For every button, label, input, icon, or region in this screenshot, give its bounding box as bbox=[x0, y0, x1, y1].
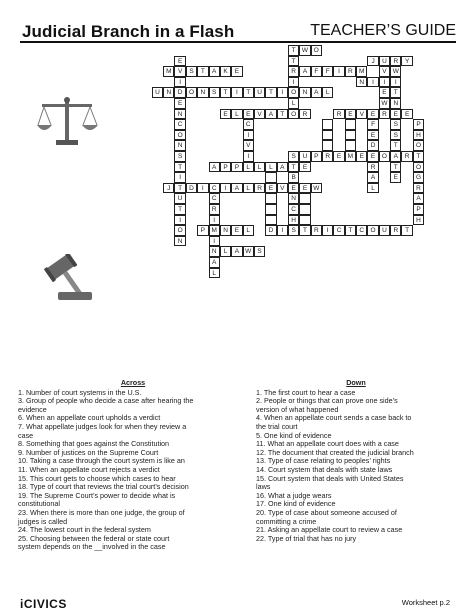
across-clue: case bbox=[18, 430, 34, 440]
crossword-cell[interactable]: A bbox=[231, 246, 242, 257]
crossword-cell[interactable]: T bbox=[265, 87, 276, 98]
page-label: Worksheet p.2 bbox=[401, 598, 450, 607]
crossword-cell[interactable]: E bbox=[231, 66, 242, 77]
crossword-cell[interactable]: S bbox=[186, 66, 197, 77]
crossword-cell[interactable]: I bbox=[277, 225, 288, 236]
crossword-cell[interactable]: W bbox=[379, 98, 390, 109]
down-clues bbox=[256, 379, 456, 543]
crossword-cell[interactable] bbox=[265, 193, 276, 204]
crossword-cell[interactable]: R bbox=[413, 183, 424, 194]
crossword-cell[interactable]: O bbox=[186, 87, 197, 98]
down-clue: 16. What a judge wears bbox=[256, 490, 332, 500]
crossword-cell[interactable]: E bbox=[243, 109, 254, 120]
crossword-cell[interactable] bbox=[345, 119, 356, 130]
across-clue: constitutional bbox=[18, 499, 60, 509]
crossword-cell[interactable]: V bbox=[356, 109, 367, 120]
crossword-cell[interactable]: I bbox=[197, 183, 208, 194]
across-clue: 19. The Supreme Court’s power to decide what is bbox=[18, 490, 176, 500]
crossword-cell[interactable]: R bbox=[333, 109, 344, 120]
across-clue: system depends on the __involved in the case bbox=[18, 542, 166, 552]
crossword-cell[interactable]: A bbox=[413, 193, 424, 204]
crossword-cell[interactable]: T bbox=[174, 204, 185, 215]
crossword-cell[interactable] bbox=[322, 130, 333, 141]
crossword-cell[interactable]: T bbox=[345, 225, 356, 236]
icivics-logo: iCIVICS bbox=[20, 597, 67, 611]
crossword-cell[interactable]: L bbox=[322, 87, 333, 98]
crossword-cell[interactable]: T bbox=[174, 183, 185, 194]
gavel-icon bbox=[32, 254, 94, 302]
crossword-cell[interactable]: E bbox=[390, 172, 401, 183]
crossword-cell[interactable]: I bbox=[231, 87, 242, 98]
crossword-cell[interactable]: D bbox=[367, 140, 378, 151]
crossword-cell[interactable]: U bbox=[152, 87, 163, 98]
crossword-cell[interactable] bbox=[345, 140, 356, 151]
crossword-cell[interactable]: C bbox=[209, 183, 220, 194]
crossword-cell[interactable]: E bbox=[379, 87, 390, 98]
across-clue: judges is called bbox=[18, 516, 68, 526]
crossword-cell[interactable]: U bbox=[379, 56, 390, 67]
crossword-cell[interactable]: I bbox=[174, 172, 185, 183]
crossword-cell[interactable]: R bbox=[299, 109, 310, 120]
crossword-cell[interactable]: I bbox=[209, 236, 220, 247]
crossword-cell[interactable]: A bbox=[209, 162, 220, 173]
crossword-cell[interactable] bbox=[345, 130, 356, 141]
crossword-cell[interactable]: A bbox=[299, 66, 310, 77]
down-clue: 4. When an appellate court sends a case back to bbox=[256, 413, 412, 423]
crossword-cell[interactable]: D bbox=[174, 87, 185, 98]
crossword-cell[interactable]: I bbox=[220, 183, 231, 194]
crossword-cell[interactable]: I bbox=[209, 215, 220, 226]
down-clue: 12. The document that created the judicial branch bbox=[256, 447, 414, 457]
crossword-cell[interactable]: A bbox=[231, 183, 242, 194]
crossword-cell[interactable]: A bbox=[277, 162, 288, 173]
crossword-cell[interactable]: L bbox=[243, 162, 254, 173]
crossword-cell[interactable]: S bbox=[254, 246, 265, 257]
crossword-cell[interactable]: I bbox=[243, 151, 254, 162]
crossword-cell[interactable]: L bbox=[367, 183, 378, 194]
across-clue: 6. When an appellate court upholds a verdict bbox=[18, 413, 161, 423]
crossword-cell[interactable]: P bbox=[413, 119, 424, 130]
across-clue: 11. When an appellate court rejects a verdict bbox=[18, 464, 160, 474]
across-clue: evidence bbox=[18, 404, 47, 414]
crossword-cell[interactable]: N bbox=[288, 193, 299, 204]
crossword-cell[interactable]: V bbox=[174, 66, 185, 77]
crossword-cell[interactable]: T bbox=[288, 45, 299, 56]
crossword-cell[interactable]: I bbox=[288, 77, 299, 88]
crossword-cell[interactable]: E bbox=[265, 183, 276, 194]
crossword-cell[interactable]: N bbox=[220, 225, 231, 236]
crossword-cell[interactable]: E bbox=[299, 183, 310, 194]
crossword-cell[interactable]: W bbox=[243, 246, 254, 257]
crossword-cell[interactable]: R bbox=[254, 183, 265, 194]
crossword-cell[interactable]: D bbox=[265, 225, 276, 236]
crossword-cell[interactable]: R bbox=[367, 162, 378, 173]
down-clue: version of what happened bbox=[256, 404, 339, 414]
crossword-cell[interactable]: E bbox=[333, 151, 344, 162]
crossword-cell[interactable]: M bbox=[209, 225, 220, 236]
crossword-cell[interactable]: T bbox=[220, 87, 231, 98]
crossword-cell[interactable] bbox=[322, 119, 333, 130]
crossword-cell[interactable]: R bbox=[288, 66, 299, 77]
crossword-cell[interactable] bbox=[265, 204, 276, 215]
crossword-cell[interactable]: L bbox=[209, 268, 220, 279]
crossword-cell[interactable]: N bbox=[197, 87, 208, 98]
crossword-cell[interactable]: R bbox=[345, 66, 356, 77]
crossword-cell[interactable]: E bbox=[220, 109, 231, 120]
crossword-cell[interactable]: I bbox=[174, 77, 185, 88]
crossword-cell[interactable]: M bbox=[356, 66, 367, 77]
crossword-cell[interactable]: T bbox=[174, 162, 185, 173]
crossword-cell[interactable]: A bbox=[367, 172, 378, 183]
crossword-cell[interactable]: N bbox=[174, 236, 185, 247]
crossword-cell[interactable]: N bbox=[356, 77, 367, 88]
crossword-cell[interactable]: L bbox=[265, 162, 276, 173]
crossword-cell[interactable]: J bbox=[163, 183, 174, 194]
crossword-cell[interactable]: E bbox=[356, 151, 367, 162]
down-clue: 14. Court system that deals with state laws bbox=[256, 464, 393, 474]
crossword-cell[interactable]: L bbox=[243, 225, 254, 236]
crossword-cell[interactable]: P bbox=[197, 225, 208, 236]
crossword-cell[interactable]: O bbox=[174, 225, 185, 236]
across-heading: Across bbox=[120, 378, 146, 387]
crossword-cell[interactable]: C bbox=[174, 119, 185, 130]
crossword-cell[interactable] bbox=[299, 215, 310, 226]
crossword-cell[interactable]: T bbox=[243, 87, 254, 98]
across-clue: 1. Number of court systems in the U.S. bbox=[18, 387, 142, 397]
down-clue: 15. Court system that deals with United States bbox=[256, 473, 404, 483]
across-clue: 10. Taking a case through the court system is like an bbox=[18, 456, 185, 466]
down-clue: 20. Type of case about someone accused of bbox=[256, 507, 397, 517]
crossword-cell[interactable]: N bbox=[390, 98, 401, 109]
crossword-cell[interactable]: L bbox=[254, 162, 265, 173]
crossword-cell[interactable]: E bbox=[345, 109, 356, 120]
crossword-cell[interactable]: O bbox=[174, 130, 185, 141]
crossword-cell[interactable]: U bbox=[379, 225, 390, 236]
crossword-cell[interactable]: B bbox=[288, 172, 299, 183]
crossword-cell[interactable]: N bbox=[209, 246, 220, 257]
crossword-cell[interactable]: C bbox=[288, 204, 299, 215]
crossword-cell[interactable]: O bbox=[288, 109, 299, 120]
crossword-cell[interactable]: C bbox=[333, 225, 344, 236]
crossword-cell[interactable]: V bbox=[254, 109, 265, 120]
down-clue: 5. One kind of evidence bbox=[256, 430, 332, 440]
crossword-cell[interactable]: R bbox=[322, 151, 333, 162]
crossword-cell[interactable]: H bbox=[288, 215, 299, 226]
crossword-cell[interactable]: O bbox=[413, 162, 424, 173]
across-clue: 23. When there is more than one judge, the group of bbox=[18, 507, 185, 517]
crossword-cell[interactable]: N bbox=[163, 87, 174, 98]
down-clue: 1. The first court to hear a case bbox=[256, 387, 356, 397]
crossword-cell[interactable]: M bbox=[345, 151, 356, 162]
crossword-cell[interactable]: C bbox=[243, 119, 254, 130]
down-heading: Down bbox=[346, 378, 366, 387]
crossword-cell[interactable]: S bbox=[288, 225, 299, 236]
crossword-cell[interactable]: D bbox=[186, 183, 197, 194]
across-clue: 18. Type of court that reviews the trial court’s decision bbox=[18, 482, 189, 492]
crossword-cell[interactable]: S bbox=[288, 151, 299, 162]
across-clues bbox=[18, 379, 248, 552]
across-clue: 8. Something that goes against the Constitution bbox=[18, 439, 170, 449]
crossword-cell[interactable]: T bbox=[390, 162, 401, 173]
crossword-cell[interactable] bbox=[265, 215, 276, 226]
crossword-cell[interactable]: I bbox=[390, 77, 401, 88]
across-clue: 24. The lowest court in the federal system bbox=[18, 525, 151, 535]
crossword-cell[interactable]: O bbox=[413, 140, 424, 151]
crossword-cell[interactable]: N bbox=[299, 87, 310, 98]
crossword-cell[interactable]: S bbox=[390, 119, 401, 130]
crossword-cell[interactable]: V bbox=[379, 66, 390, 77]
crossword-cell[interactable]: L bbox=[243, 183, 254, 194]
crossword-cell[interactable]: T bbox=[197, 66, 208, 77]
crossword-cell[interactable]: A bbox=[390, 151, 401, 162]
crossword-cell[interactable]: A bbox=[209, 257, 220, 268]
down-clue: 2. People or things that can prove one side’s bbox=[256, 396, 398, 406]
crossword-cell[interactable]: E bbox=[367, 151, 378, 162]
page-title: Judicial Branch in a Flash bbox=[22, 22, 235, 41]
crossword-cell[interactable]: E bbox=[174, 56, 185, 67]
crossword-cell[interactable]: H bbox=[413, 215, 424, 226]
across-clue: 9. Number of justices on the Supreme Court bbox=[18, 447, 159, 457]
crossword-cell[interactable]: A bbox=[265, 109, 276, 120]
down-clue: committing a crime bbox=[256, 516, 317, 526]
crossword-cell[interactable]: T bbox=[413, 151, 424, 162]
teachers-guide-label: TEACHER’S GUIDE bbox=[310, 22, 456, 39]
crossword-cell[interactable]: T bbox=[277, 109, 288, 120]
crossword-cell[interactable]: T bbox=[390, 140, 401, 151]
crossword-cell[interactable]: S bbox=[174, 151, 185, 162]
crossword-cell[interactable]: R bbox=[390, 225, 401, 236]
crossword-cell[interactable]: H bbox=[413, 130, 424, 141]
crossword-cell[interactable]: E bbox=[367, 109, 378, 120]
crossword-cell[interactable]: C bbox=[356, 225, 367, 236]
crossword-cell[interactable]: W bbox=[311, 183, 322, 194]
crossword-cell[interactable]: I bbox=[333, 66, 344, 77]
crossword-cell[interactable]: O bbox=[288, 87, 299, 98]
down-clue: the trial court bbox=[256, 421, 298, 431]
crossword-cell[interactable]: E bbox=[390, 109, 401, 120]
across-clue: 3. Group of people who decide a case after hearing the bbox=[18, 396, 194, 406]
crossword-cell[interactable]: S bbox=[209, 87, 220, 98]
crossword-cell[interactable]: I bbox=[277, 87, 288, 98]
crossword-cell[interactable]: I bbox=[322, 225, 333, 236]
crossword-cell[interactable]: E bbox=[299, 162, 310, 173]
crossword-cell[interactable]: T bbox=[288, 56, 299, 67]
crossword-cell[interactable]: F bbox=[322, 66, 333, 77]
crossword-cell[interactable]: K bbox=[220, 66, 231, 77]
crossword-cell[interactable]: R bbox=[379, 109, 390, 120]
crossword-cell[interactable] bbox=[299, 193, 310, 204]
crossword-cell[interactable]: S bbox=[390, 130, 401, 141]
crossword-cell[interactable]: W bbox=[299, 45, 310, 56]
crossword-cell[interactable]: I bbox=[174, 215, 185, 226]
crossword-cell[interactable]: T bbox=[299, 225, 310, 236]
crossword-cell[interactable]: U bbox=[174, 193, 185, 204]
crossword-cell[interactable] bbox=[299, 204, 310, 215]
crossword-cell[interactable]: P bbox=[231, 162, 242, 173]
crossword-cell[interactable]: I bbox=[367, 77, 378, 88]
down-clue: laws bbox=[256, 482, 271, 492]
crossword-cell[interactable]: N bbox=[174, 140, 185, 151]
crossword-cell[interactable]: F bbox=[367, 119, 378, 130]
crossword-cell[interactable]: P bbox=[413, 204, 424, 215]
crossword-cell[interactable]: A bbox=[311, 87, 322, 98]
crossword-cell[interactable]: J bbox=[367, 56, 378, 67]
crossword-cell[interactable]: I bbox=[379, 77, 390, 88]
crossword-cell[interactable]: U bbox=[299, 151, 310, 162]
crossword-cell[interactable]: E bbox=[367, 130, 378, 141]
header-divider bbox=[20, 41, 456, 43]
crossword-cell[interactable]: V bbox=[243, 140, 254, 151]
crossword-cell[interactable]: O bbox=[367, 225, 378, 236]
across-clue: 15. This court gets to choose which cases to hear bbox=[18, 473, 176, 483]
crossword-cell[interactable]: W bbox=[390, 66, 401, 77]
crossword-cell[interactable]: O bbox=[311, 45, 322, 56]
down-clue: 13. Type of case relating to peoples’ rights bbox=[256, 456, 391, 466]
crossword-cell[interactable]: T bbox=[288, 162, 299, 173]
crossword-cell[interactable]: R bbox=[209, 204, 220, 215]
scales-of-justice-icon bbox=[36, 95, 98, 147]
crossword-cell[interactable]: N bbox=[174, 109, 185, 120]
crossword-cell[interactable]: O bbox=[379, 151, 390, 162]
crossword-cell[interactable]: T bbox=[401, 225, 412, 236]
crossword-cell[interactable]: E bbox=[288, 183, 299, 194]
crossword-cell[interactable]: E bbox=[231, 225, 242, 236]
crossword-cell[interactable]: P bbox=[220, 162, 231, 173]
crossword-cell[interactable]: A bbox=[209, 66, 220, 77]
down-clue: 11. What an appellate court does with a case bbox=[256, 439, 399, 449]
crossword-cell[interactable] bbox=[322, 140, 333, 151]
crossword-cell[interactable]: G bbox=[413, 172, 424, 183]
crossword-cell[interactable]: L bbox=[288, 98, 299, 109]
crossword-cell[interactable] bbox=[265, 172, 276, 183]
crossword-cell[interactable]: L bbox=[231, 109, 242, 120]
crossword-cell[interactable]: E bbox=[174, 98, 185, 109]
crossword-cell[interactable]: I bbox=[243, 130, 254, 141]
crossword-cell[interactable]: P bbox=[311, 151, 322, 162]
crossword-cell[interactable]: R bbox=[401, 151, 412, 162]
across-clue: 25. Choosing between the federal or state court bbox=[18, 533, 170, 543]
down-clue: 22. Type of trial that has no jury bbox=[256, 533, 357, 543]
crossword-cell[interactable]: T bbox=[390, 87, 401, 98]
crossword-cell[interactable]: Y bbox=[401, 56, 412, 67]
crossword-cell[interactable]: F bbox=[311, 66, 322, 77]
crossword-cell[interactable]: C bbox=[209, 193, 220, 204]
crossword-cell[interactable]: U bbox=[254, 87, 265, 98]
crossword-cell[interactable]: E bbox=[401, 109, 412, 120]
down-clue: 17. One kind of evidence bbox=[256, 499, 336, 509]
crossword-cell[interactable]: M bbox=[163, 66, 174, 77]
crossword-cell[interactable]: V bbox=[277, 183, 288, 194]
crossword-cell[interactable]: L bbox=[220, 246, 231, 257]
crossword-cell[interactable]: R bbox=[390, 56, 401, 67]
down-clue: 21. Asking an appellate court to review a case bbox=[256, 525, 403, 535]
across-clue: 7. What appellate judges look for when they review a bbox=[18, 421, 187, 431]
crossword-cell[interactable]: R bbox=[311, 225, 322, 236]
